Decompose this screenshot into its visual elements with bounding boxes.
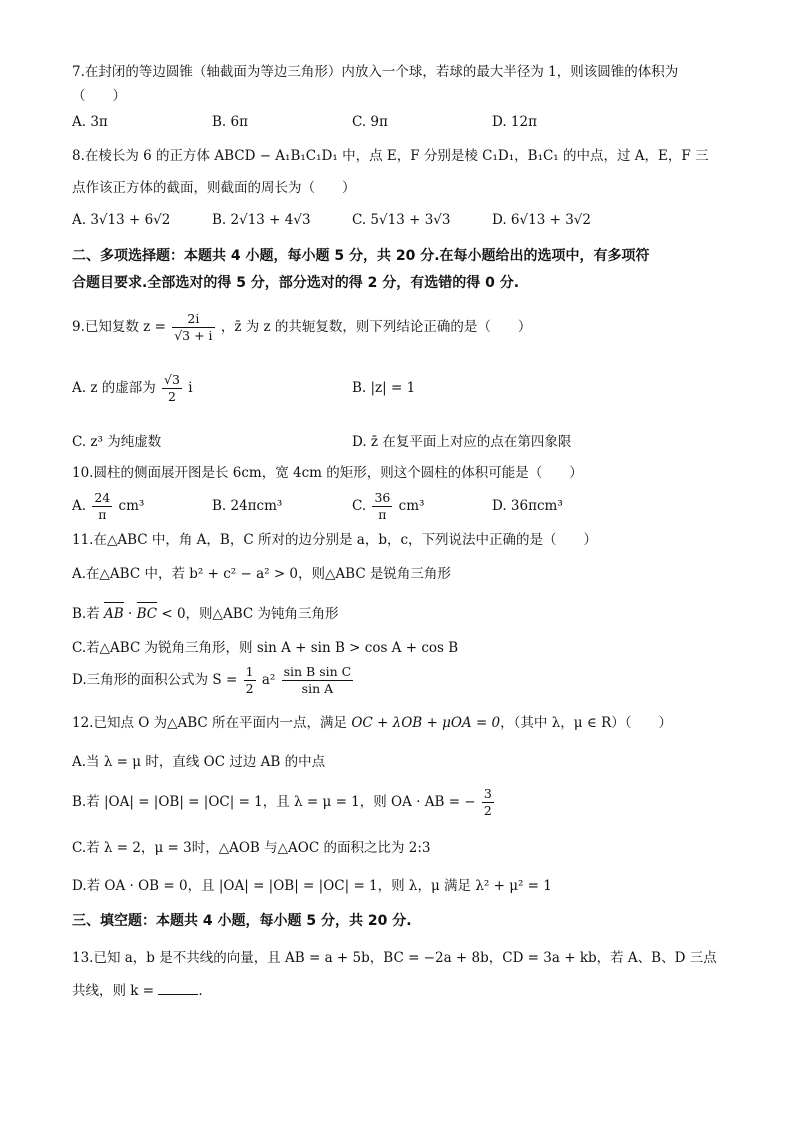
q13-line1: 13.已知 a，b 是不共线的向量，且 AB = a + 5b，BC = −2a + 8b，CD = 3a + kb，若 A、B、D 三点 — [72, 950, 717, 966]
q13-line2 — [72, 980, 203, 1001]
q11-option-d-fraction1 — [244, 664, 256, 697]
q13-line2-suffix: . — [198, 983, 203, 999]
q11-option-d — [72, 662, 355, 698]
q10-option-a-prefix: A. — [72, 498, 87, 514]
q9-options-row2 — [72, 430, 732, 452]
q8-options — [72, 212, 732, 234]
q11-option-d-fraction1-denominator: 2 — [245, 681, 254, 696]
q8-stem-line2: 点作该正方体的截面，则截面的周长为（ ） — [72, 180, 356, 196]
q12-option-a: A.当 λ = μ 时，直线 OC 过边 AB 的中点 — [72, 754, 326, 770]
q12-stem — [72, 713, 672, 733]
q10-option-c-denominator: π — [378, 507, 387, 522]
q10-option-c-prefix: C. — [352, 498, 367, 514]
q7-option-a: A. 3π — [72, 114, 108, 130]
q11-option-b-prefix: B.若 — [72, 606, 100, 622]
q11-option-d-fraction2 — [282, 664, 354, 697]
q10-option-d: D. 36πcm³ — [492, 498, 563, 514]
section3-heading: 三、填空题：本题共 4 小题，每小题 5 分，共 20 分. — [72, 913, 412, 929]
q11-stem: 11.在△ABC 中，角 A，B，C 所对的边分别是 a，b，c，下列说法中正确的是（ ） — [72, 532, 598, 548]
q11-option-d-mid: a² — [261, 672, 276, 688]
q10-options — [72, 486, 732, 526]
q10-option-a-unit: cm³ — [118, 498, 145, 514]
q11-option-b-dot: · — [123, 606, 137, 622]
q12-option-b-fraction — [482, 786, 494, 819]
section2-heading-line1: 二、多项选择题：本题共 4 小题，每小题 5 分，共 20 分.在每小题给出的选项中，有多项符 — [72, 248, 650, 264]
q7-paren: （ ） — [72, 88, 126, 104]
q12-option-c: C.若 λ = 2，μ = 3时，△AOB 与△AOC 的面积之比为 2:3 — [72, 840, 431, 856]
q10-option-a-denominator: π — [98, 507, 107, 522]
q9-option-a-prefix: A. z 的虚部为 — [72, 380, 156, 396]
q12-stem-vector-equation: OC + λOB + μOA = 0 — [351, 715, 501, 731]
q11-option-a: A.在△ABC 中，若 b² + c² − a² > 0，则△ABC 是锐角三角形 — [72, 566, 451, 582]
q12-option-d: D.若 OA · OB = 0，且 |OA| = |OB| = |OC| = 1，则 λ，μ 满足 λ² + μ² = 1 — [72, 878, 552, 894]
q11-option-d-fraction1-numerator: 1 — [245, 664, 254, 679]
q9-options-row1 — [72, 368, 732, 408]
q9-option-a-fraction — [162, 372, 182, 405]
q11-option-b-vector-ab: AB — [104, 606, 124, 622]
q12-option-b-numerator: 3 — [483, 786, 492, 801]
q12-option-b-denominator: 2 — [483, 803, 492, 818]
q10-option-c — [352, 486, 424, 526]
q11-option-d-fraction2-denominator: sin A — [301, 681, 334, 696]
q10-option-c-unit: cm³ — [398, 498, 425, 514]
q9-fraction-denominator: √3 + i — [174, 328, 213, 343]
q12-option-b — [72, 784, 496, 820]
q9-option-a-suffix: i — [188, 380, 193, 396]
q9-option-a — [72, 368, 193, 408]
q10-option-a-fraction — [92, 490, 112, 523]
q7-option-b: B. 6π — [212, 114, 248, 130]
q10-option-c-numerator: 36 — [374, 490, 391, 505]
q11-option-c: C.若△ABC 为锐角三角形，则 sin A + sin B > cos A + cos B — [72, 640, 459, 656]
q11-option-b-vector-bc: BC — [136, 606, 158, 622]
q10-option-a-numerator: 24 — [94, 490, 111, 505]
q9-option-a-denominator: 2 — [168, 389, 176, 404]
q8-option-d: D. 6√13 + 3√2 — [492, 212, 591, 228]
q9-stem — [72, 310, 531, 344]
section2-heading-line2: 合题目要求.全部选对的得 5 分，部分选对的得 2 分，有选错的得 0 分. — [72, 275, 520, 291]
q8-option-c: C. 5√13 + 3√3 — [352, 212, 451, 228]
q12-stem-prefix: 12.已知点 O 为△ABC 所在平面内一点，满足 — [72, 715, 348, 731]
q7-option-c: C. 9π — [352, 114, 388, 130]
q9-stem-suffix: ，z̄ 为 z 的共轭复数，则下列结论正确的是（ ） — [220, 319, 532, 335]
q9-option-c: C. z³ 为纯虚数 — [72, 434, 162, 450]
q9-fraction-numerator: 2i — [172, 311, 214, 328]
q11-option-b-suffix: < 0，则△ABC 为钝角三角形 — [157, 606, 339, 622]
q9-option-b: B. |z| = 1 — [352, 380, 416, 396]
q12-stem-suffix: ，（其中 λ，μ ∈ R）（ ） — [500, 715, 673, 731]
q11-option-d-fraction2-numerator: sin B sin C — [283, 664, 352, 679]
q9-option-d: D. z̄ 在复平面上对应的点在第四象限 — [352, 434, 572, 450]
q11-option-b — [72, 604, 338, 624]
q8-stem-line1: 8.在棱长为 6 的正方体 ABCD − A₁B₁C₁D₁ 中，点 E，F 分别是棱 C₁D₁，B₁C₁ 的中点，过 A，E，F 三 — [72, 148, 709, 164]
q11-option-d-prefix: D.三角形的面积公式为 S = — [72, 672, 238, 688]
q8-option-b: B. 2√13 + 4√3 — [212, 212, 311, 228]
q9-fraction — [172, 311, 214, 344]
q13-answer-blank[interactable] — [158, 980, 198, 995]
q9-stem-prefix: 9.已知复数 z = — [72, 319, 166, 335]
q8-option-a: A. 3√13 + 6√2 — [72, 212, 171, 228]
q13-line2-prefix: 共线，则 k = — [72, 983, 155, 999]
q10-option-a — [72, 486, 144, 526]
q10-stem: 10.圆柱的侧面展开图是长 6cm，宽 4cm 的矩形，则这个圆柱的体积可能是（ ） — [72, 465, 583, 481]
q9-option-a-numerator: √3 — [164, 372, 180, 387]
q12-option-b-prefix: B.若 |OA| = |OB| = |OC| = 1，且 λ = μ = 1，则 OA · AB = − — [72, 794, 476, 810]
q7-stem: 7.在封闭的等边圆锥（轴截面为等边三角形）内放入一个球，若球的最大半径为 1，则该圆锥的体积为 — [72, 64, 679, 80]
q10-option-c-fraction — [372, 490, 392, 523]
q7-options — [72, 114, 732, 136]
q10-option-b: B. 24πcm³ — [212, 498, 283, 514]
q7-option-d: D. 12π — [492, 114, 537, 130]
